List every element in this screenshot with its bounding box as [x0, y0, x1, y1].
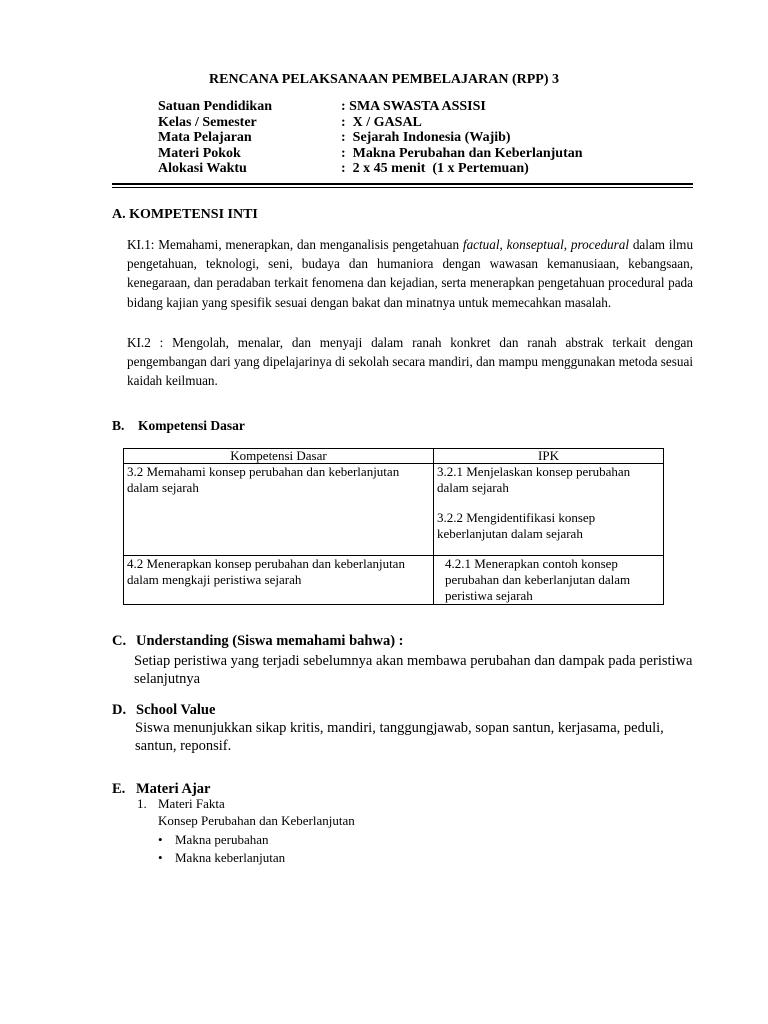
section-b-heading	[112, 418, 245, 434]
identity-row	[158, 161, 583, 177]
table-header-ipk: IPK	[434, 449, 664, 464]
section-c-text: Setiap peristiwa yang terjadi sebelumnya akan membawa perubahan dan dampak pada peristiwa selanjutnya	[134, 653, 693, 687]
materi-item-label: Materi Fakta	[158, 796, 225, 811]
ki1-sep: ,	[563, 237, 571, 252]
section-c-title: Understanding (Siswa memahami bahwa) :	[136, 633, 404, 649]
kompetensi-dasar-table	[123, 448, 664, 605]
header-divider-thin	[112, 187, 693, 188]
table-header-kd: Kompetensi Dasar	[124, 449, 434, 464]
section-d-heading	[112, 702, 215, 719]
identity-row	[158, 146, 583, 162]
table-header-row	[124, 449, 664, 464]
section-d-title: School Value	[136, 702, 216, 718]
list-item-text: Makna perubahan	[175, 832, 269, 847]
materi-subtitle: Konsep Perubahan dan Keberlanjutan	[158, 813, 355, 828]
table-row	[124, 464, 664, 556]
ki1-italic-procedural: procedural	[570, 237, 630, 252]
table-cell-kd: 4.2 Menerapkan konsep perubahan dan keberlanjutan dalam mengkaji peristiwa sejarah	[124, 556, 434, 605]
ipk-item: 4.2.1 Menerapkan contoh konsep perubahan dan keberlanjutan dalam peristiwa sejarah	[445, 556, 631, 603]
section-e-number: E.	[112, 781, 126, 797]
section-d-text: Siswa menunjukkan sikap kritis, mandiri, tanggungjawab, sopan santun, kerjasama, peduli, santun, reponsif.	[135, 720, 664, 754]
identity-label: Kelas / Semester	[158, 114, 257, 130]
ki2-paragraph: KI.2 : Mengolah, menalar, dan menyaji dalam ranah konkret dan ranah abstrak terkait dengan pengembangan dari yang dipelajarinya di sekolah secara mandiri, dan mampu menggunakan metoda sesuai kaidah keilmuan.	[127, 335, 693, 389]
identity-value: : SMA SWASTA ASSISI	[341, 99, 486, 114]
ki1-paragraph	[127, 235, 693, 312]
list-item	[158, 849, 285, 867]
identity-value: : 2 x 45 menit (1 x Pertemuan)	[341, 161, 529, 176]
ki1-rest: dalam ilmu pengetahuan, teknologi, seni, budaya dan humaniora dengan wawasan kemanusiaan, kebangsaan, kenegaraan, dan peradaban terkait fenomena dan kejadian, serta menerapkan pengetahuan procedural pada bidang kajian yang spesifik sesuai dengan bakat dan minatnya untuk memecahkan masalah.	[127, 237, 694, 310]
materi-bullet-list	[158, 831, 285, 867]
page-title: RENCANA PELAKSANAAN PEMBELAJARAN (RPP) 3	[209, 72, 559, 87]
table-cell-ipk	[434, 556, 664, 605]
ki1-italic-factual: factual	[462, 237, 500, 252]
section-c-number: C.	[112, 633, 127, 649]
table-cell-ipk	[434, 464, 664, 556]
identity-label: Mata Pelajaran	[158, 130, 252, 145]
section-b-title: Kompetensi Dasar	[138, 418, 245, 433]
bullet-icon: •	[158, 832, 163, 847]
materi-item	[137, 795, 225, 813]
materi-item-number: 1.	[137, 796, 147, 811]
identity-value: : X / GASAL	[341, 114, 422, 130]
table-row	[124, 556, 664, 605]
section-b-number: B.	[112, 418, 125, 433]
ki1-sep: ,	[499, 237, 507, 252]
identity-row	[158, 130, 583, 146]
section-a-heading: A. KOMPETENSI INTI	[112, 207, 258, 222]
identity-label: Satuan Pendidikan	[158, 99, 272, 114]
ipk-spacer	[437, 496, 660, 510]
identity-value: : Makna Perubahan dan Keberlanjutan	[341, 145, 583, 161]
ki1-italic-konseptual: konseptual	[506, 237, 564, 252]
ipk-item: 3.2.1 Menjelaskan konsep perubahan dalam sejarah	[437, 464, 631, 495]
identity-row	[158, 99, 583, 115]
identity-row	[158, 115, 583, 131]
identity-value: : Sejarah Indonesia (Wajib)	[341, 130, 511, 145]
identity-block	[158, 99, 583, 177]
section-d-number: D.	[112, 702, 127, 718]
section-e-title: Materi Ajar	[136, 781, 211, 797]
table-cell-kd: 3.2 Memahami konsep perubahan dan keberlanjutan dalam sejarah	[124, 464, 434, 556]
ki1-prefix: KI.1: Memahami, menerapkan, dan menganalisis pengetahuan	[127, 237, 463, 252]
list-item-text: Makna keberlanjutan	[175, 850, 286, 865]
identity-label: Materi Pokok	[158, 145, 241, 161]
header-divider-thick	[112, 183, 693, 185]
section-c-heading	[112, 633, 403, 650]
list-item	[158, 831, 285, 849]
ipk-item: 3.2.2 Mengidentifikasi konsep keberlanjutan dalam sejarah	[437, 510, 596, 541]
identity-label: Alokasi Waktu	[158, 161, 247, 176]
bullet-icon: •	[158, 850, 163, 865]
